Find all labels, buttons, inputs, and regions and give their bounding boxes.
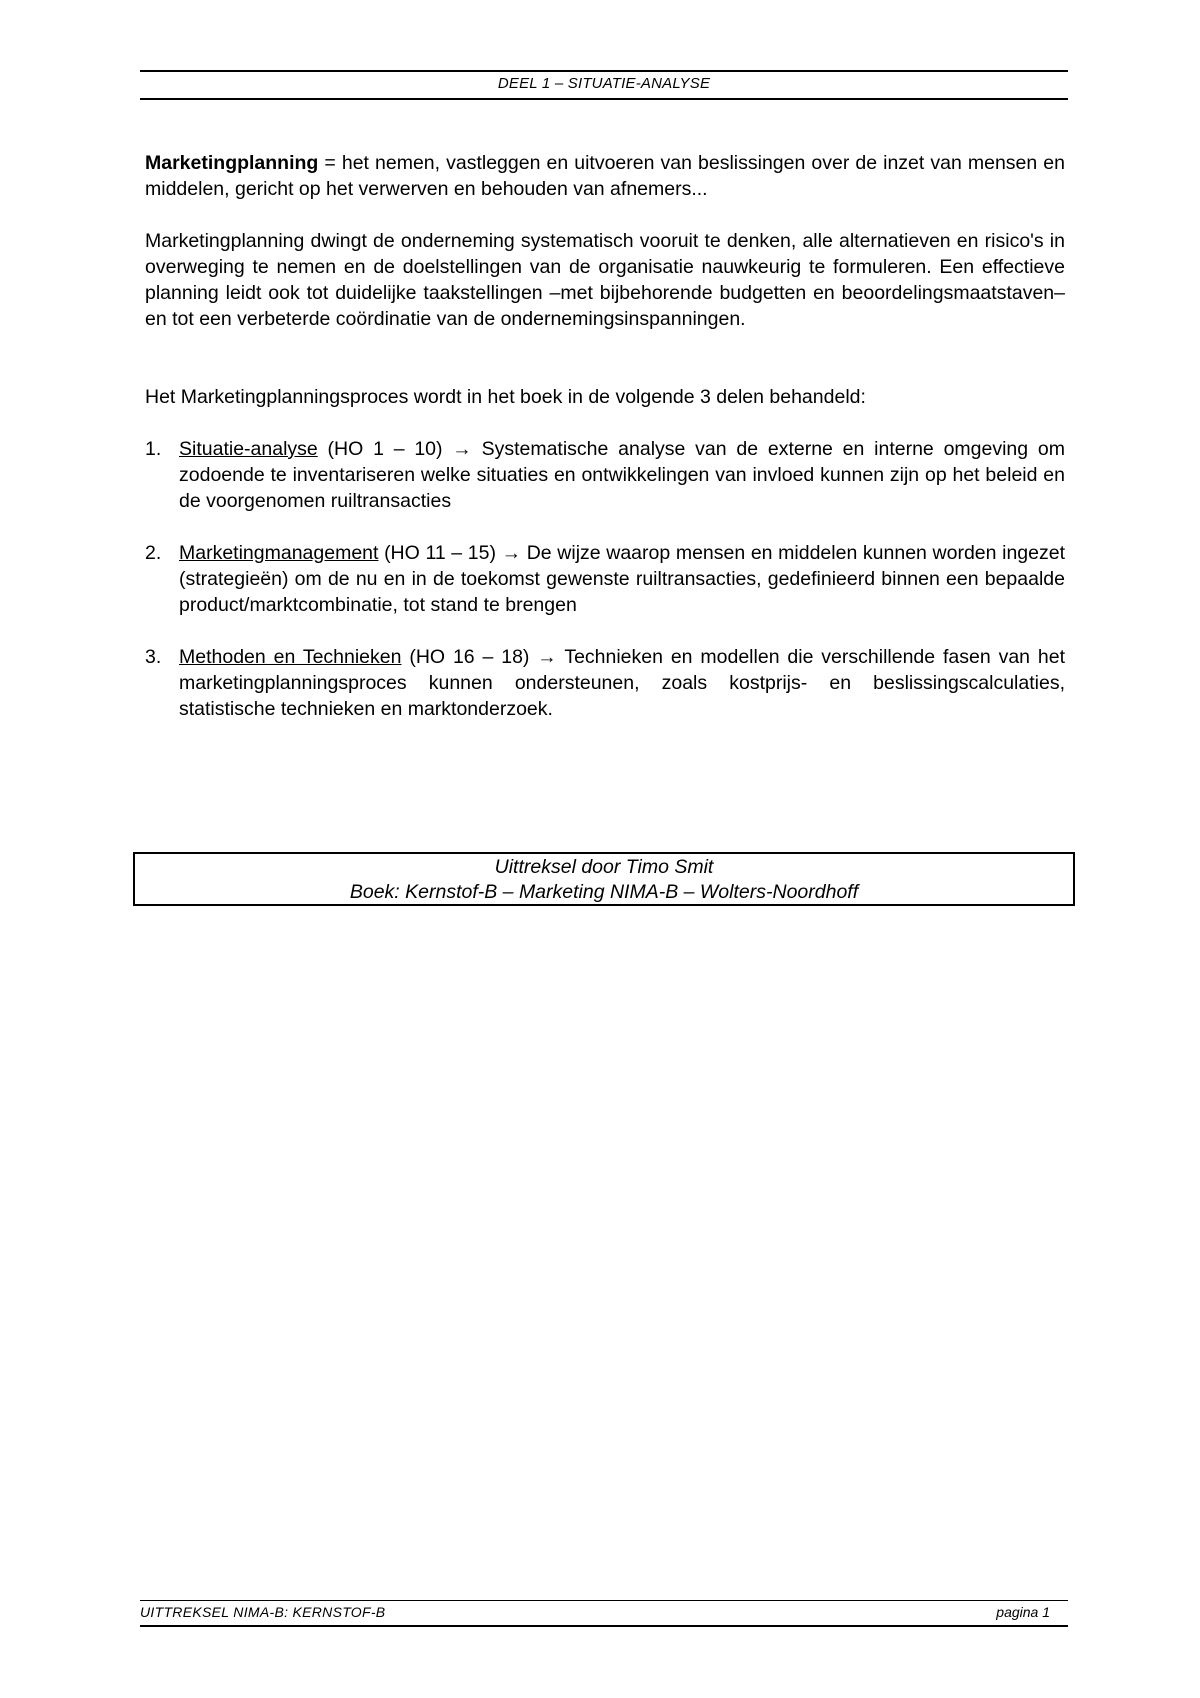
header-title: DEEL 1 – SITUATIE-ANALYSE: [497, 75, 711, 92]
definition-text: = het nemen, vastleggen en uitvoeren van beslissingen over de inzet van mensen en middelen, gericht op het verwerven en behouden van afnemers...: [145, 152, 1065, 200]
list-item-text: [179, 436, 1065, 514]
credit-box: [133, 852, 1075, 906]
list-item-description: (HO 1 – 10) → Systematische analyse van de externe en interne omgeving om zodoende te inventariseren welke situaties en ontwikkelingen van invloed kunnen zijn op het beleid en de voorgenomen ruiltransacties: [179, 438, 1065, 512]
list-item-title: Situatie-analyse: [179, 438, 318, 460]
list-item-text: [179, 540, 1065, 618]
list-item-title: Methoden en Technieken: [179, 646, 402, 668]
page-footer: [140, 1600, 1068, 1627]
main-content: [145, 150, 1065, 748]
credit-book: Boek: Kernstof-B – Marketing NIMA-B – Wolters-Noordhoff: [349, 881, 859, 903]
list-item-description: (HO 11 – 15) → De wijze waarop mensen en middelen kunnen worden ingezet (strategieën) om de nu en in de toekomst gewenste ruiltransacties, gedefinieerd binnen een bepaalde product/marktcombinatie, tot stand te brengen: [179, 542, 1065, 616]
list-item-number: 2.: [145, 542, 162, 564]
list-item: [145, 436, 1065, 514]
definition-paragraph: [145, 150, 1065, 202]
page-header: [140, 70, 1068, 100]
list-item-title: Marketingmanagement: [179, 542, 379, 564]
phase-list: [145, 436, 1065, 722]
intro-paragraph: Het Marketingplanningsproces wordt in het boek in de volgende 3 delen behandeld:: [145, 386, 866, 408]
footer-title: UITTREKSEL NIMA-B: KERNSTOF-B: [140, 1604, 386, 1620]
definition-term: Marketingplanning: [145, 152, 319, 174]
body-paragraph: Marketingplanning dwingt de onderneming systematisch vooruit te denken, alle alternatieven en risico's in overweging te nemen en de doelstellingen van de organisatie nauwkeurig te formuleren. Een effectieve planning leidt ook tot duidelijke taakstellingen –met bijbehorende budgetten en beoordelingsmaatstaven– en tot een verbeterde coördinatie van de ondernemingsinspanningen.: [145, 230, 1065, 330]
list-item-number: 1.: [145, 438, 162, 460]
list-item: [145, 644, 1065, 722]
list-item-text: [179, 644, 1065, 722]
list-item: [145, 540, 1065, 618]
list-item-number: 3.: [145, 646, 162, 668]
page-number: pagina 1: [996, 1604, 1050, 1620]
credit-author: Uittreksel door Timo Smit: [494, 856, 714, 878]
list-item-description: (HO 16 – 18) → Technieken en modellen die verschillende fasen van het marketingplanningsproces kunnen ondersteunen, zoals kostprijs- en beslissingscalculaties, statistische technieken en marktonderzoek.: [179, 646, 1065, 720]
